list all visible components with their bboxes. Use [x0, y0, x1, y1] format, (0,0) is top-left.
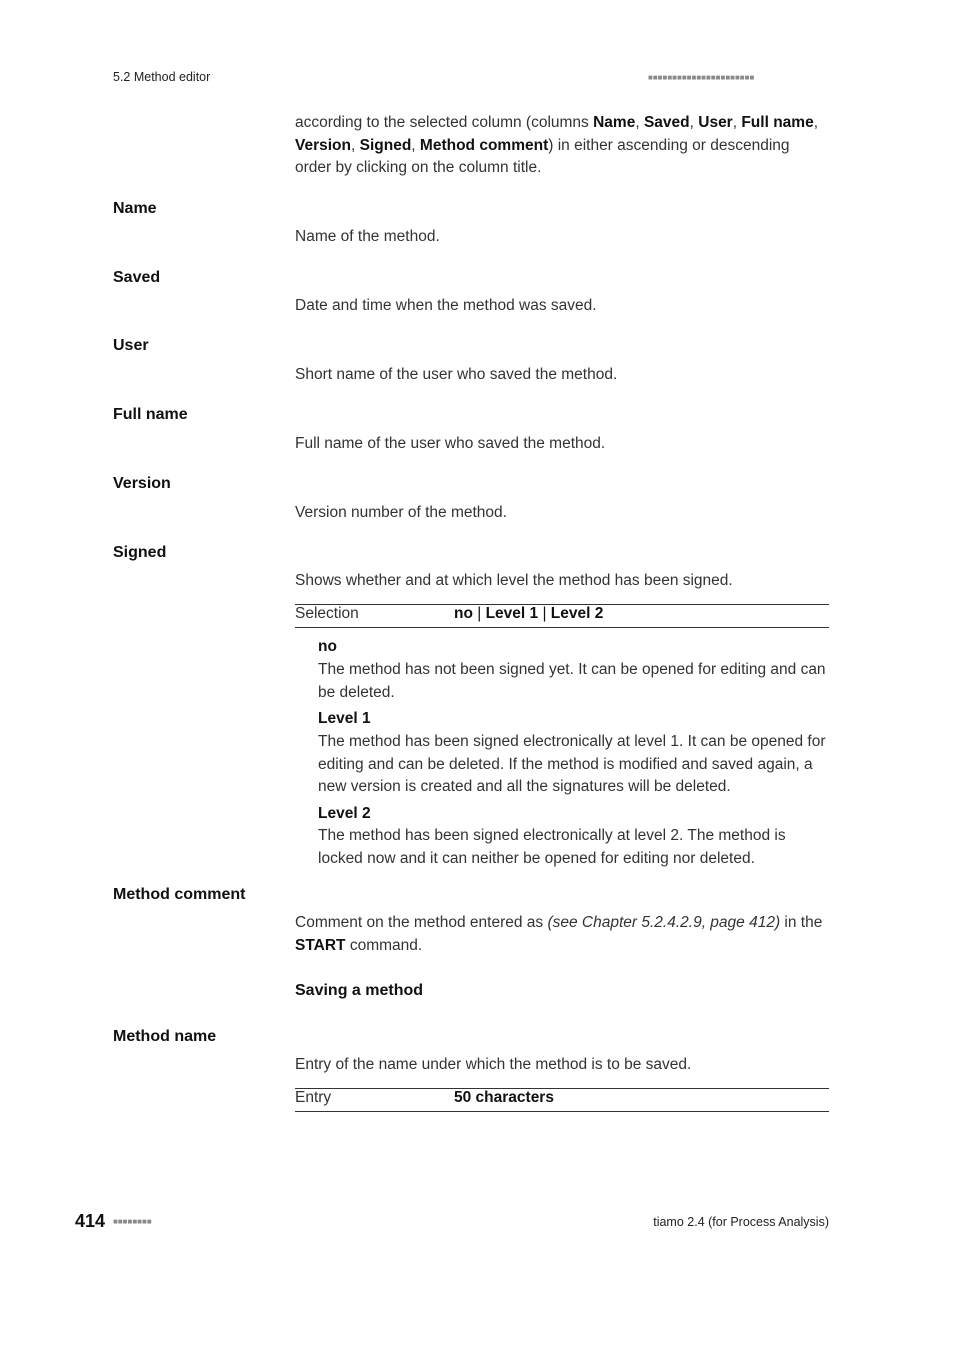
- term-signed: Signed: [113, 544, 167, 561]
- term-method-comment: Method comment: [113, 886, 246, 903]
- column-version-ref: Version: [295, 136, 351, 154]
- term-name: Name: [113, 200, 157, 217]
- selection-values: no | Level 1 | Level 2: [454, 605, 604, 622]
- column-user-ref: User: [698, 114, 733, 131]
- table-bottom-rule: [295, 1111, 829, 1112]
- column-saved-ref: Saved: [643, 114, 690, 131]
- term-version: Version: [113, 475, 171, 492]
- table-bottom-rule: [295, 627, 829, 628]
- option-name: no: [318, 638, 337, 655]
- column-signed-ref: Signed: [359, 136, 412, 154]
- term-saved: Saved: [113, 269, 161, 286]
- option-desc: The method has not been signed yet. It can be opened for editing and can be deleted.: [318, 661, 826, 701]
- desc-saved: Date and time when the method was saved.: [295, 297, 597, 314]
- intro-paragraph: according to the selected column (columns Name, Saved, User, Full name, Version, Signed, Method comment) in either ascending or descending order by clicking on the column title.: [295, 114, 819, 176]
- column-full-name-ref: Full name: [741, 114, 814, 131]
- desc-method-comment: Comment on the method entered as (see Chapter 5.2.4.2.9, page 412) in the START command.: [295, 914, 823, 954]
- option-desc: The method has been signed electronically at level 1. It can be opened for editing and can be deleted. If the method is modified and saved again, a new version is created and all the signatures will be deleted.: [318, 733, 826, 795]
- term-full-name: Full name: [113, 406, 188, 423]
- entry-value: 50 characters: [454, 1089, 554, 1106]
- option-name: Level 1: [318, 710, 371, 727]
- footer-product-name: tiamo 2.4 (for Process Analysis): [653, 1215, 829, 1229]
- start-command-ref: START: [295, 936, 346, 954]
- selection-label: Selection: [295, 605, 359, 622]
- footer-decoration-dots: ■■■■■■■■: [113, 1217, 152, 1226]
- running-header-section: 5.2 Method editor: [113, 70, 211, 84]
- entry-label: Entry: [295, 1089, 332, 1106]
- table-top-rule: [295, 1088, 829, 1089]
- desc-user: Short name of the user who saved the method.: [295, 366, 618, 383]
- section-heading-saving: Saving a method: [295, 982, 424, 999]
- desc-name: Name of the method.: [295, 228, 440, 245]
- term-method-name: Method name: [113, 1028, 217, 1045]
- desc-method-name: Entry of the name under which the method is to be saved.: [295, 1056, 692, 1073]
- desc-full-name: Full name of the user who saved the method.: [295, 435, 606, 452]
- desc-signed: Shows whether and at which level the method has been signed.: [295, 572, 733, 589]
- header-decoration-dots: ■■■■■■■■■■■■■■■■■■■■■■: [648, 73, 755, 82]
- column-method-comment-ref: Method comment: [419, 136, 549, 154]
- page-number: 414: [75, 1211, 106, 1231]
- desc-version: Version number of the method.: [295, 504, 507, 521]
- term-user: User: [113, 337, 149, 354]
- chapter-cross-reference[interactable]: (see Chapter 5.2.4.2.9, page 412): [547, 914, 781, 931]
- column-name-ref: Name: [593, 114, 636, 131]
- option-name: Level 2: [318, 805, 371, 822]
- option-desc: The method has been signed electronically at level 2. The method is locked now and it can neither be opened for editing nor deleted.: [318, 827, 786, 867]
